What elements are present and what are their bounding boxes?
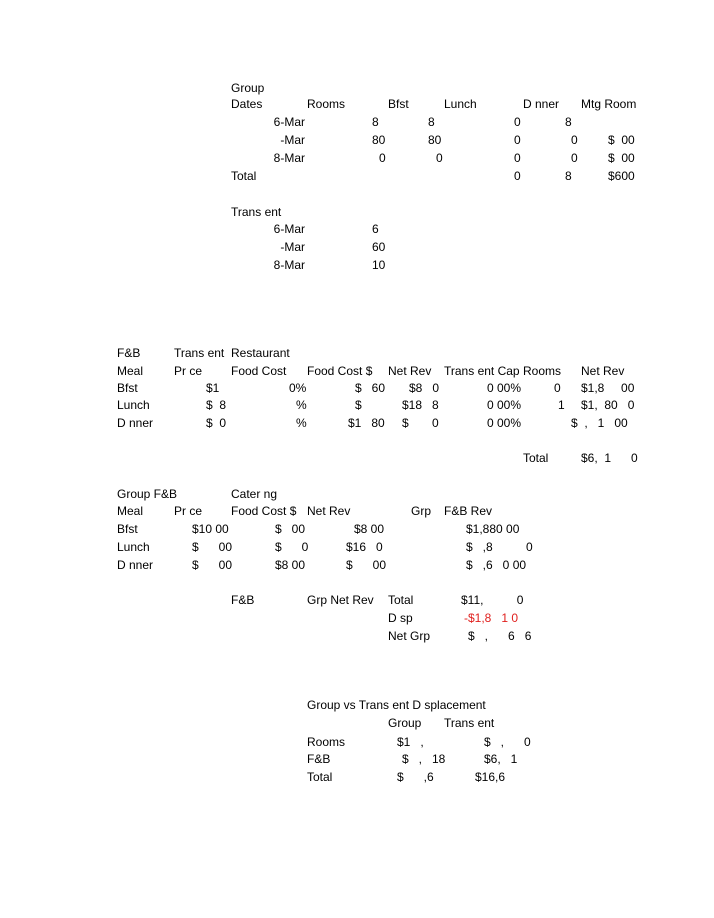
- fb-meal: Bfst: [117, 381, 138, 395]
- header-dinner: D nner: [523, 97, 560, 111]
- fb-net-rev: $18 8: [402, 398, 439, 412]
- fb-net-rev-2: $1,8 00: [581, 381, 635, 395]
- comparison-group-value: $1 ,: [397, 735, 424, 749]
- summary-total-label: Total: [388, 593, 414, 607]
- gfb-price: $ 00: [192, 540, 233, 554]
- fb-net-rev-2: $1, 80 0: [581, 398, 635, 412]
- gfb-net-rev: $16 0: [346, 540, 383, 554]
- comparison-transient-value: $6, 1: [484, 752, 518, 766]
- transient-rooms-value: 6: [372, 222, 379, 236]
- comparison-transient-value: $16,6: [475, 770, 506, 784]
- gfb-meal: Bfst: [117, 522, 138, 536]
- gfb-food-cost: $8 00: [275, 558, 306, 572]
- fb-rooms: 0: [554, 381, 561, 395]
- group-lunch-value: 0: [514, 133, 521, 147]
- header-bfst: Bfst: [388, 97, 409, 111]
- group-dinner-value: 0: [571, 133, 578, 147]
- summary-grp-net-rev-label: Grp Net Rev: [307, 593, 374, 607]
- fb-food-cost: 0%: [289, 381, 307, 395]
- group-lunch-value: 0: [514, 115, 521, 129]
- group-dinner-value: 8: [565, 115, 572, 129]
- gfb-header-meal: Meal: [117, 504, 144, 518]
- summary-net-grp-label: Net Grp: [388, 629, 431, 643]
- transient-date: 8-Mar: [273, 258, 305, 272]
- group-bfst-value: 80: [428, 133, 442, 147]
- fb-price: $ 8: [206, 398, 227, 412]
- fb-food-cost: %: [296, 416, 307, 430]
- group-lunch-value: 0: [514, 151, 521, 165]
- gfb-header-catering: Cater ng: [231, 487, 278, 501]
- gfb-header-price: Pr ce: [174, 504, 203, 518]
- fb-header-transient: Trans ent: [174, 346, 225, 360]
- fb-header-rooms: Rooms: [523, 364, 562, 378]
- group-total-lunch: 0: [514, 169, 521, 183]
- gfb-header-group-fb: Group F&B: [117, 487, 178, 501]
- comparison-row-label: Rooms: [307, 735, 346, 749]
- fb-price: $1: [206, 381, 220, 395]
- gfb-food-cost: $ 0: [275, 540, 309, 554]
- gfb-meal: D nner: [117, 558, 154, 572]
- comparison-title: Group vs Trans ent D splacement: [307, 698, 486, 712]
- gfb-net-rev: $8 00: [354, 522, 385, 536]
- comparison-col-group: Group: [388, 716, 422, 730]
- group-rooms-value: 0: [379, 151, 386, 165]
- fb-total-label: Total: [523, 451, 549, 465]
- gfb-meal: Lunch: [117, 540, 150, 554]
- comparison-group-value: $ ,6: [397, 770, 434, 784]
- fb-net-rev-2: $ , 1 00: [571, 416, 628, 430]
- transient-date: 6-Mar: [273, 222, 305, 236]
- group-rooms-value: 8: [372, 115, 379, 129]
- fb-header-transient-cap: Trans ent Cap: [444, 364, 520, 378]
- gfb-net-rev: $ 00: [346, 558, 387, 572]
- transient-rooms-value: 10: [372, 258, 386, 272]
- header-rooms: Rooms: [307, 97, 346, 111]
- group-bfst-value: 0: [436, 151, 443, 165]
- group-date: 8-Mar: [273, 151, 305, 165]
- gfb-fb-rev: $1,880 00: [466, 522, 520, 536]
- group-date: -Mar: [280, 133, 305, 147]
- summary-net-grp-value: $ , 6 6: [468, 629, 532, 643]
- transient-label: Trans ent: [231, 205, 282, 219]
- summary-fb-label: F&B: [231, 593, 255, 607]
- header-dates: Dates: [231, 97, 263, 111]
- fb-net-rev: $8 0: [409, 381, 440, 395]
- group-rooms-value: 80: [372, 133, 386, 147]
- summary-disp-label: D sp: [388, 611, 413, 625]
- group-total-dinner: 8: [565, 169, 572, 183]
- group-bfst-value: 8: [428, 115, 435, 129]
- fb-transient-cap: 0 00%: [487, 381, 522, 395]
- group-mtg-room-value: $ 00: [608, 133, 635, 147]
- gfb-price: $10 00: [192, 522, 229, 536]
- transient-date: -Mar: [280, 240, 305, 254]
- gfb-price: $ 00: [192, 558, 233, 572]
- comparison-row-label: F&B: [307, 752, 331, 766]
- gfb-header-net-rev: Net Rev: [307, 504, 351, 518]
- group-mtg-room-value: $ 00: [608, 151, 635, 165]
- gfb-fb-rev: $ ,8 0: [466, 540, 533, 554]
- comparison-group-value: $ , 18: [402, 752, 446, 766]
- gfb-header-fb-rev: F&B Rev: [444, 504, 493, 518]
- fb-header-food-cost: Food Cost: [231, 364, 287, 378]
- transient-rooms-value: 60: [372, 240, 386, 254]
- comparison-col-transient: Trans ent: [444, 716, 495, 730]
- fb-header-net-rev-2: Net Rev: [581, 364, 625, 378]
- group-total-label: Total: [231, 169, 257, 183]
- fb-rooms: 1: [558, 398, 565, 412]
- comparison-row-label: Total: [307, 770, 333, 784]
- fb-food-cost-dollar: $ 60: [355, 381, 386, 395]
- group-total-mtg-room: $600: [608, 169, 635, 183]
- summary-total-value: $11, 0: [461, 593, 524, 607]
- fb-meal: D nner: [117, 416, 154, 430]
- gfb-header-grp: Grp: [411, 504, 432, 518]
- gfb-fb-rev: $ ,6 0 00: [466, 558, 527, 572]
- gfb-food-cost: $ 00: [275, 522, 306, 536]
- group-label: Group: [231, 81, 265, 95]
- fb-total-value: $6, 1 0: [581, 451, 638, 465]
- fb-header-restaurant: Restaurant: [231, 346, 290, 360]
- fb-food-cost-dollar: $: [355, 398, 362, 412]
- fb-transient-cap: 0 00%: [487, 416, 522, 430]
- fb-header-food-cost-dollar: Food Cost $: [307, 364, 373, 378]
- fb-transient-cap: 0 00%: [487, 398, 522, 412]
- fb-header-price: Pr ce: [174, 364, 203, 378]
- gfb-header-food-cost-dollar: Food Cost $: [231, 504, 297, 518]
- fb-header-fb: F&B: [117, 346, 141, 360]
- fb-header-net-rev: Net Rev: [388, 364, 432, 378]
- fb-meal: Lunch: [117, 398, 150, 412]
- fb-header-meal: Meal: [117, 364, 144, 378]
- header-lunch: Lunch: [444, 97, 477, 111]
- comparison-transient-value: $ , 0: [484, 735, 531, 749]
- fb-price: $ 0: [206, 416, 227, 430]
- fb-food-cost-dollar: $1 80: [348, 416, 385, 430]
- fb-food-cost: %: [296, 398, 307, 412]
- fb-net-rev: $ 0: [402, 416, 439, 430]
- summary-disp-value: -$1,8 1 0: [464, 611, 519, 625]
- group-dinner-value: 0: [571, 151, 578, 165]
- header-mtg-room: Mtg Room: [581, 97, 637, 111]
- group-date: 6-Mar: [273, 115, 305, 129]
